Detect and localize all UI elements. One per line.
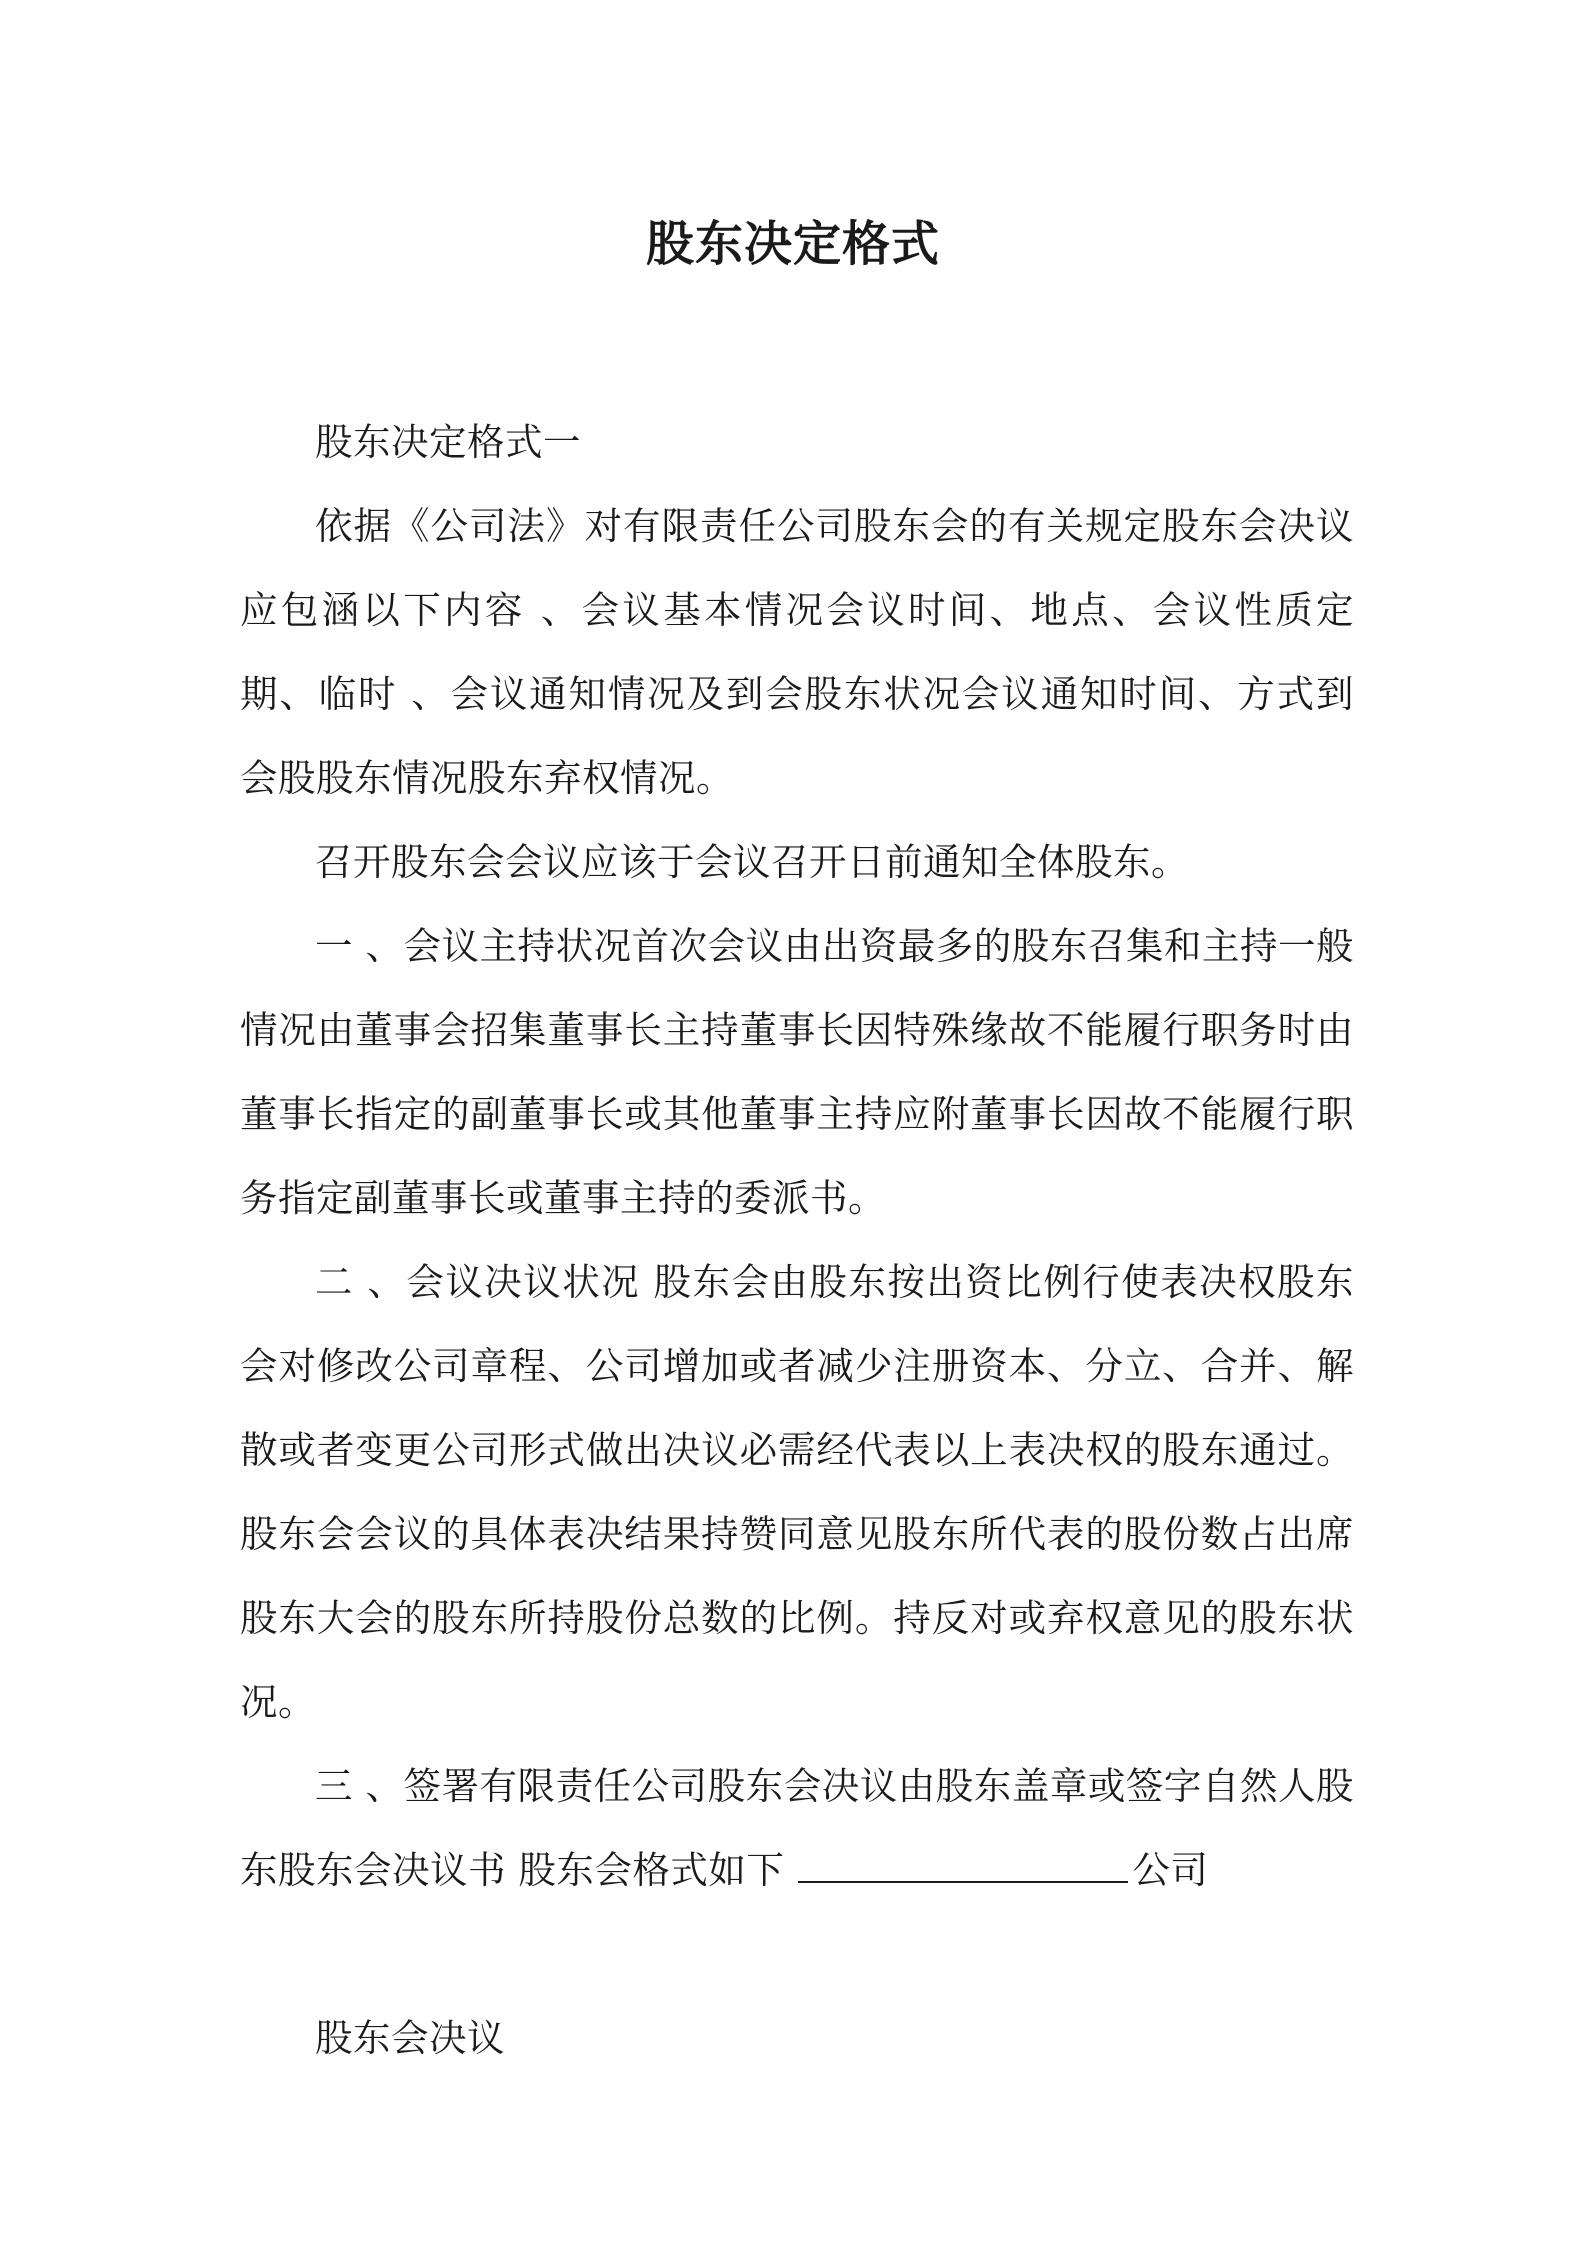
section-heading: 股东决定格式一 [315,420,581,464]
company-suffix: 公司 [1132,1848,1209,1892]
paragraph-resolution-status: 二 、会议决议状况 股东会由股东按出资比例行使表决权股东会对修改公司章程、公司增加或者减少注册资本、分立、合并、解散或者变更公司形式做出决议必需经代表以上表决权的股东通过。 股东会会议的具体表决结果持赞同意见股东所代表的股份数占出席股东大会的股东所持股份总数的比例。持反对或弃权意见的股东状况。 [240,1260,1354,1724]
document-title: 股东决定格式 [645,216,940,272]
paragraph-notice: 召开股东会会议应该于会议召开日前通知全体股东。 [315,840,1189,884]
footer-heading: 股东会决议 [315,2016,505,2060]
paragraph-legal-basis: 依据《公司法》对有限责任公司股东会的有关规定股东会决议应包涵以下内容 、会议基本情况会议时间、地点、会议性质定期、临时 、会议通知情况及到会股东状况会议通知时间、方式到会股股东情况股东弃权情况。 [240,504,1354,800]
spacer [240,1912,1354,1996]
paragraph-signing [240,1744,1354,1912]
paragraph-signing-text: 三 、签署有限责任公司股东会决议由股东盖章或签字自然人股东股东会决议书 股东会格式如下 [240,1764,1354,1892]
company-name-blank [798,1851,1128,1883]
paragraph-meeting-chair: 一 、会议主持状况首次会议由出资最多的股东召集和主持一般情况由董事会招集董事长主持董事长因特殊缘故不能履行职务时由董事长指定的副董事长或其他董事主持应附董事长因故不能履行职务指定副董事长或董事主持的委派书。 [240,924,1354,1220]
document-body [240,400,1354,2080]
